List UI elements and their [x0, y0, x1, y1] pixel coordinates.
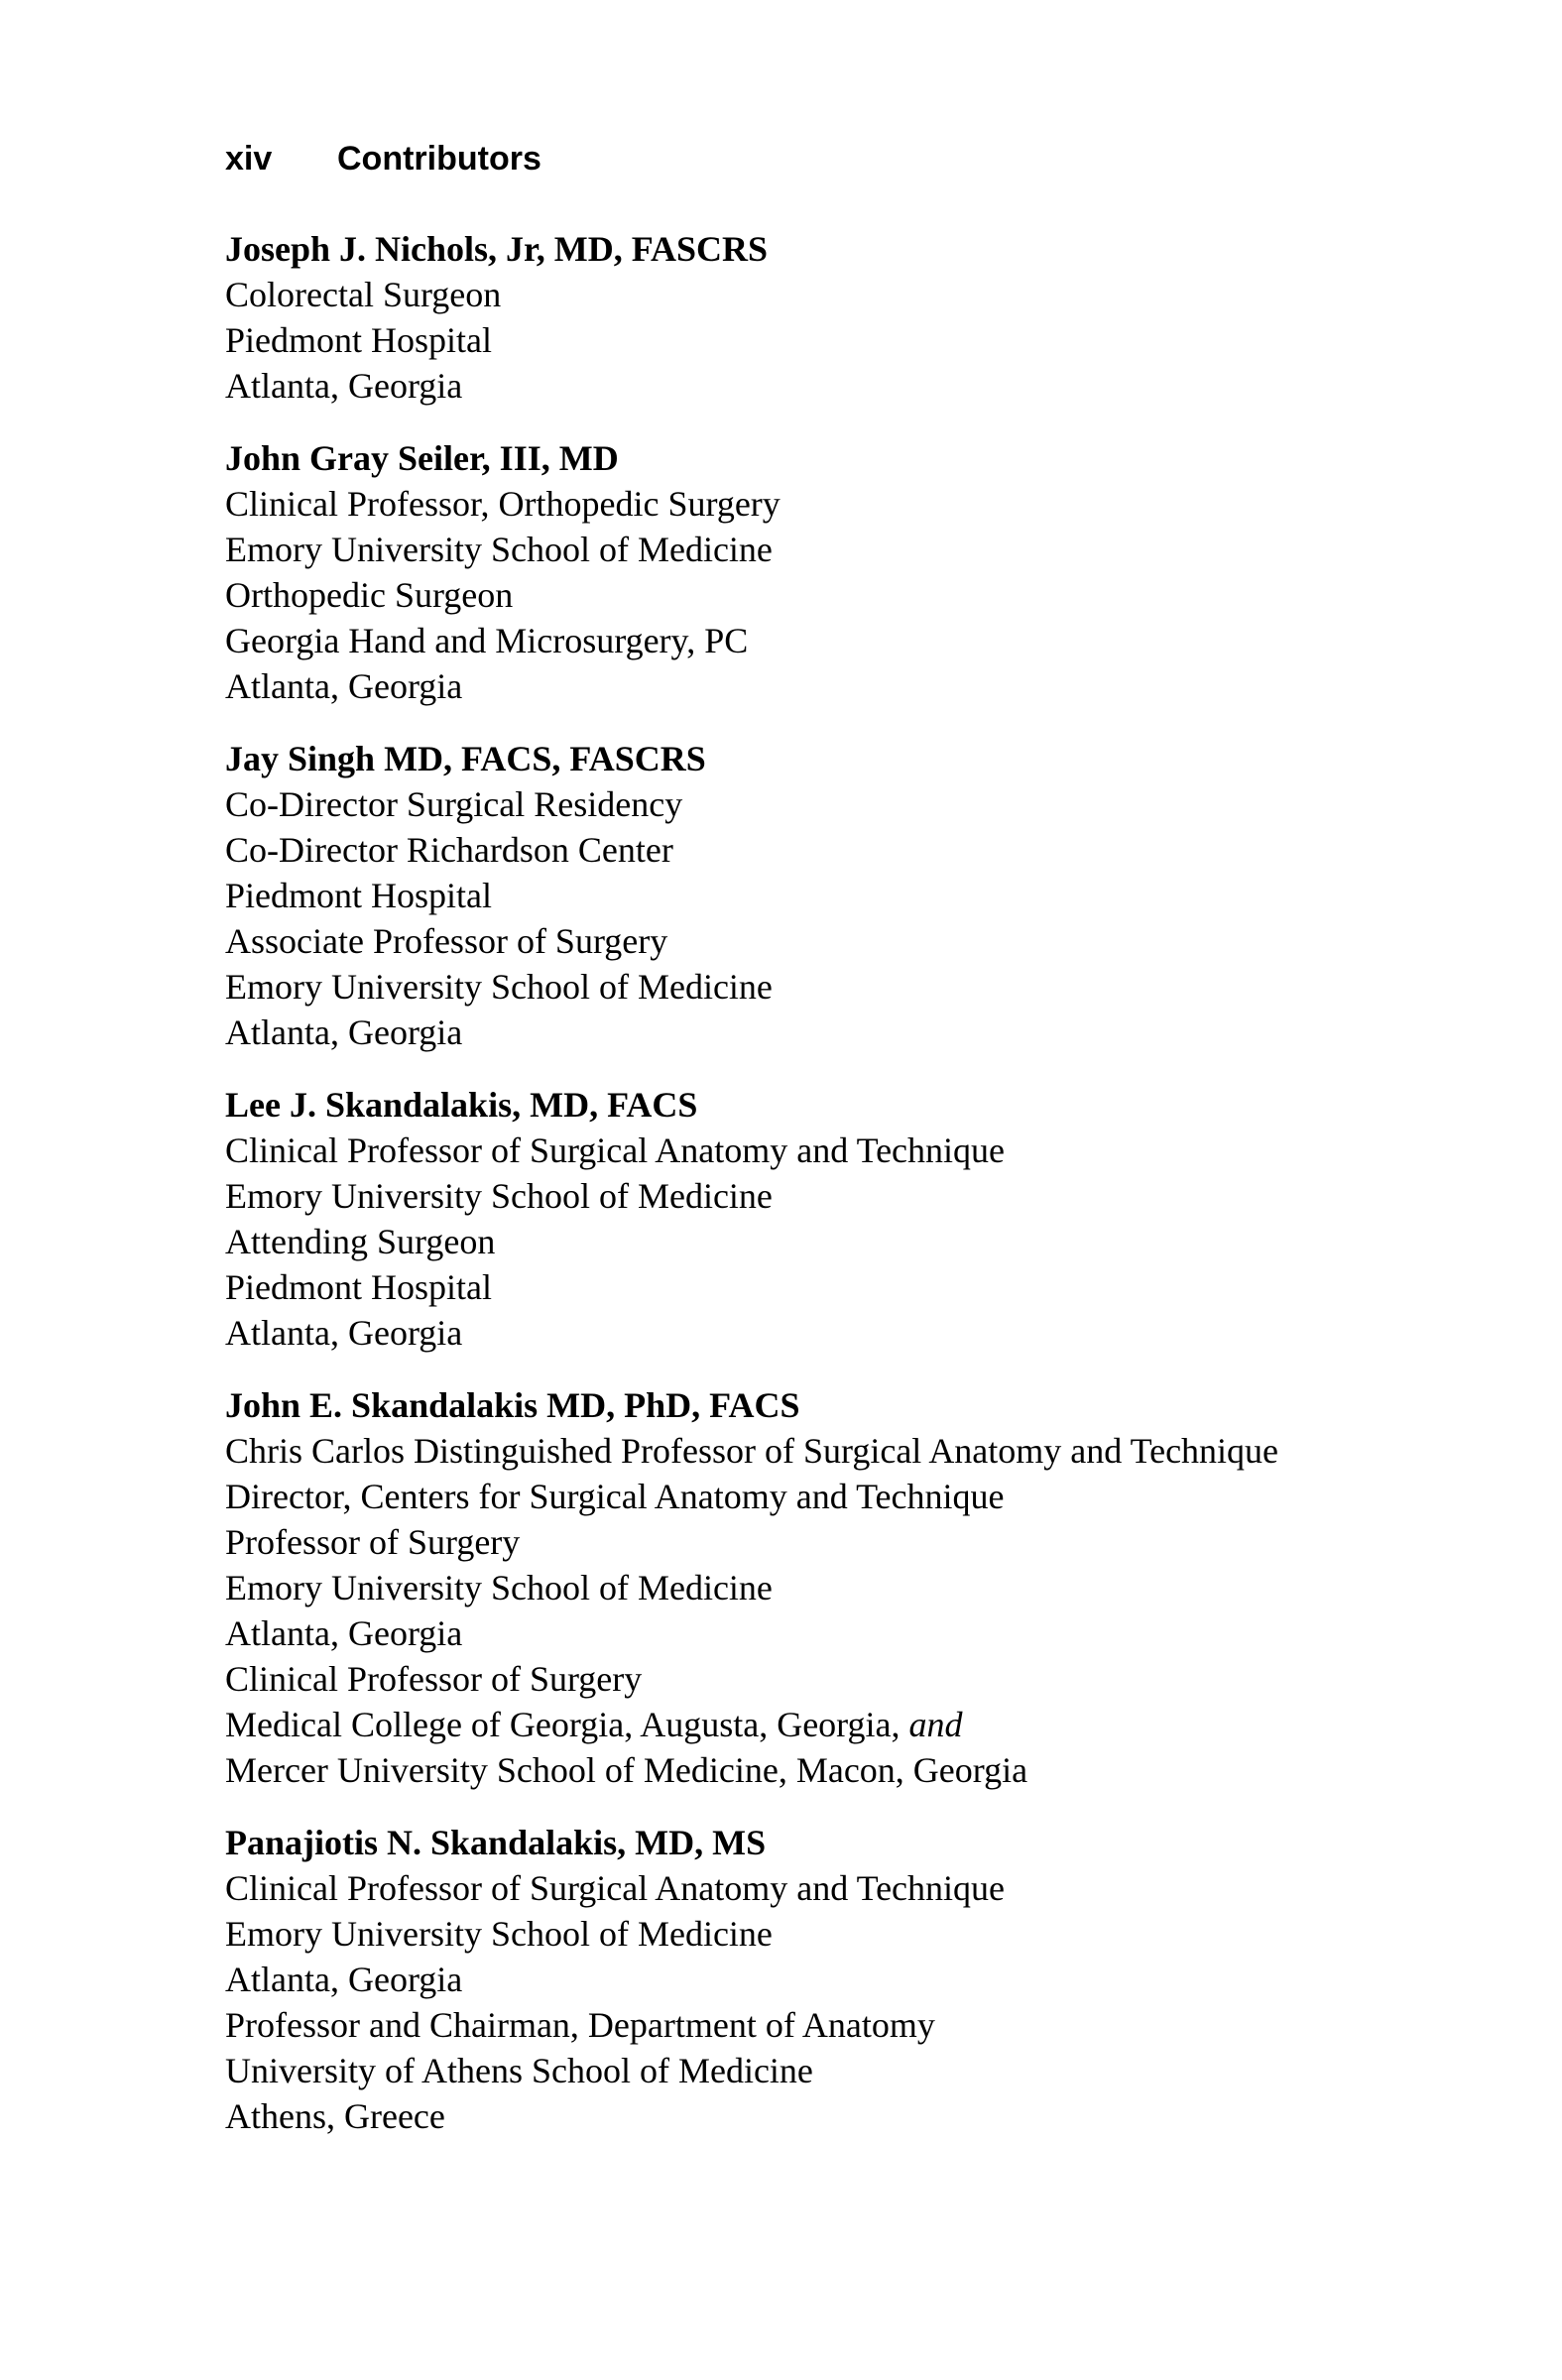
affiliation-line: Colorectal Surgeon [225, 275, 502, 314]
affiliation-line: Clinical Professor, Orthopedic Surgery [225, 484, 781, 524]
contributor-entry [225, 435, 1514, 709]
affiliation-line: Associate Professor of Surgery [225, 921, 668, 961]
affiliation-line: Clinical Professor of Surgery [225, 1659, 643, 1699]
affiliation-line: Professor and Chairman, Department of Anatomy [225, 2005, 935, 2045]
section-title: Contributors [337, 140, 541, 178]
affiliation-line: Director, Centers for Surgical Anatomy and Technique [225, 1477, 1005, 1516]
affiliation-line: Piedmont Hospital [225, 876, 492, 915]
affiliation-line: Atlanta, Georgia [225, 1313, 463, 1353]
contributor-list [225, 226, 1514, 2166]
affiliation-line: Atlanta, Georgia [225, 666, 463, 706]
affiliation-line: Emory University School of Medicine [225, 530, 773, 569]
contributor-entry [225, 226, 1514, 409]
affiliation-line: Professor of Surgery [225, 1522, 521, 1562]
affiliation-line: Atlanta, Georgia [225, 366, 463, 406]
running-header [225, 139, 541, 178]
affiliation-line: Chris Carlos Distinguished Professor of Surgical Anatomy and Technique [225, 1431, 1279, 1471]
affiliation-line: Piedmont Hospital [225, 1267, 492, 1307]
affiliation-line: Atlanta, Georgia [225, 1012, 463, 1052]
affiliation-text: Medical College of Georgia, Augusta, Georgia, [225, 1705, 901, 1744]
affiliation-line: Emory University School of Medicine [225, 967, 773, 1007]
affiliation-line: Clinical Professor of Surgical Anatomy and Technique [225, 1868, 1006, 1908]
affiliation-line: Orthopedic Surgeon [225, 575, 514, 615]
page-number: xiv [225, 140, 273, 178]
contributor-name: Lee J. Skandalakis, MD, FACS [225, 1085, 698, 1125]
contributor-name: John E. Skandalakis MD, PhD, FACS [225, 1385, 800, 1425]
affiliation-line: Emory University School of Medicine [225, 1914, 773, 1954]
affiliation-line: Piedmont Hospital [225, 320, 492, 360]
conjunction-italic: and [908, 1705, 963, 1744]
contributor-name: John Gray Seiler, III, MD [225, 438, 619, 478]
affiliation-line: Emory University School of Medicine [225, 1568, 773, 1607]
affiliation-line: Athens, Greece [225, 2096, 445, 2136]
affiliation-line: Atlanta, Georgia [225, 1613, 463, 1653]
affiliation-line: Atlanta, Georgia [225, 1960, 463, 1999]
affiliation-line: Attending Surgeon [225, 1222, 496, 1261]
contributor-entry [225, 736, 1514, 1055]
contributor-name: Joseph J. Nichols, Jr, MD, FASCRS [225, 229, 769, 269]
affiliation-line: Co-Director Surgical Residency [225, 784, 683, 824]
affiliation-line: Mercer University School of Medicine, Macon, Georgia [225, 1750, 1028, 1790]
affiliation-line [225, 1702, 1514, 1747]
affiliation-line: University of Athens School of Medicine [225, 2051, 813, 2090]
affiliation-line: Georgia Hand and Microsurgery, PC [225, 621, 749, 660]
contributor-entry [225, 1820, 1514, 2139]
affiliation-line: Co-Director Richardson Center [225, 830, 673, 870]
affiliation-line: Clinical Professor of Surgical Anatomy and Technique [225, 1130, 1006, 1170]
contributor-entry [225, 1382, 1514, 1793]
affiliation-line: Emory University School of Medicine [225, 1176, 773, 1216]
contributor-name: Jay Singh MD, FACS, FASCRS [225, 739, 706, 778]
contributor-name: Panajiotis N. Skandalakis, MD, MS [225, 1823, 767, 1862]
contributor-entry [225, 1082, 1514, 1356]
